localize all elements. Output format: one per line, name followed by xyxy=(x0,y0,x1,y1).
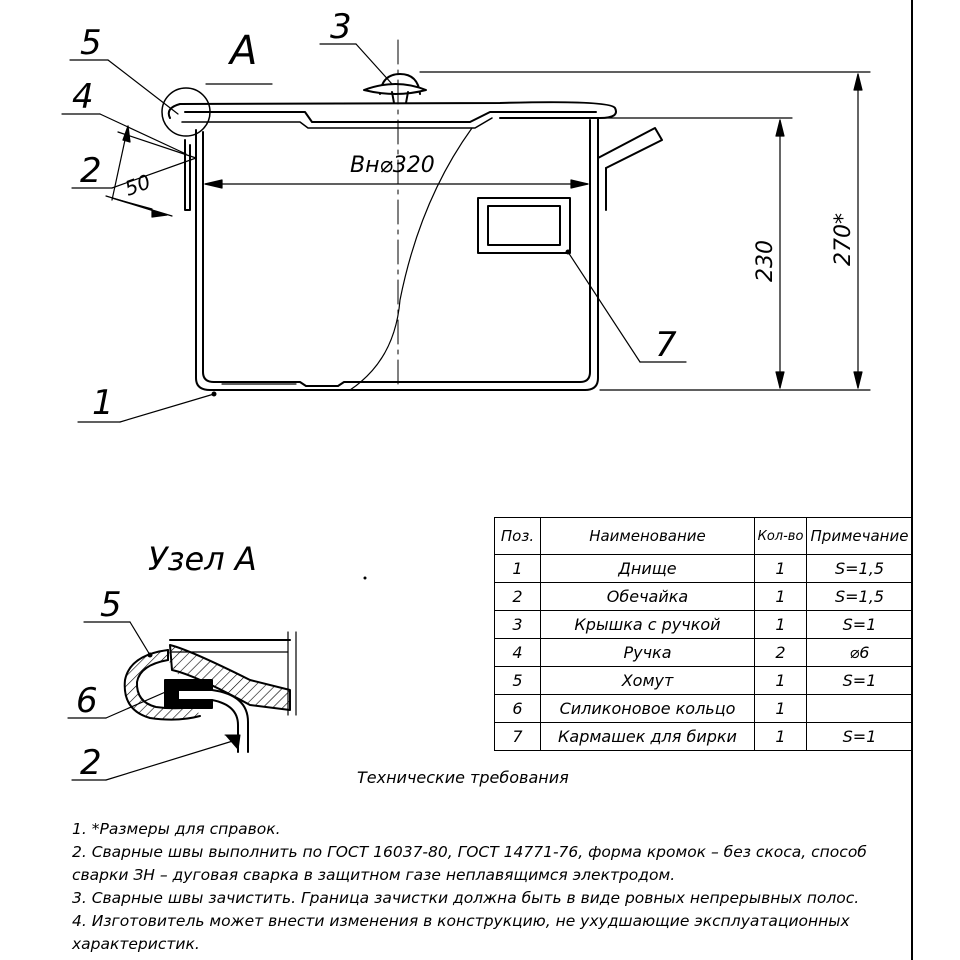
tech-requirements-notes xyxy=(72,818,892,956)
bom-qty: 1 xyxy=(755,667,807,695)
bom-qty: 1 xyxy=(755,555,807,583)
detail-callout-2: 2 xyxy=(80,743,102,783)
bom-name: Ручка xyxy=(541,639,755,667)
detail-callout-5: 5 xyxy=(100,585,122,625)
bom-pos: 5 xyxy=(495,667,541,695)
detail-dot-5 xyxy=(148,653,153,658)
bom-name: Силиконовое кольцо xyxy=(541,695,755,723)
callout-5: 5 xyxy=(80,23,102,63)
bom-note: S=1 xyxy=(807,611,913,639)
bom-qty: 2 xyxy=(755,639,807,667)
note-line: сварки ЗН – дуговая сварка в защитном газе неплавящимся электродом. xyxy=(72,866,676,884)
dim-270-label: 270* xyxy=(831,213,856,266)
callout-3: 3 xyxy=(330,7,352,47)
callout-dot-7 xyxy=(566,250,571,255)
bom-header-name: Наименование xyxy=(541,518,755,555)
detail-a-title: Узел А xyxy=(148,540,257,578)
detail-callout-6: 6 xyxy=(76,681,98,721)
dim-230 xyxy=(600,118,870,390)
bom-name: Крышка с ручкой xyxy=(541,611,755,639)
bom-note: S=1 xyxy=(807,667,913,695)
bom-name: Хомут xyxy=(541,667,755,695)
label-pocket xyxy=(478,198,570,253)
bom-header-row xyxy=(495,518,913,555)
note-line: 4. Изготовитель может внести изменения в конструкцию, не ухудшающие эксплуатационных xyxy=(72,912,850,930)
table-row xyxy=(495,723,913,751)
view-a-label: А xyxy=(230,28,258,74)
bom-qty: 1 xyxy=(755,583,807,611)
bom-pos: 4 xyxy=(495,639,541,667)
diameter-label: Вн⌀320 xyxy=(350,153,435,178)
bom-name: Днище xyxy=(541,555,755,583)
detail-a-section xyxy=(125,632,296,752)
note-line: 3. Сварные швы зачистить. Граница зачистки должна быть в виде ровных непрерывных полос. xyxy=(72,889,860,907)
bom-pos: 6 xyxy=(495,695,541,723)
bom-note xyxy=(807,695,913,723)
bom-header-note: Примечание xyxy=(807,518,913,555)
stray-dot xyxy=(364,577,367,580)
callout-4: 4 xyxy=(72,77,94,117)
dim-diameter xyxy=(205,180,588,188)
bom-note: S=1 xyxy=(807,723,913,751)
bom-header-qty: Кол-во xyxy=(755,518,807,555)
note-line: 2. Сварные швы выполнить по ГОСТ 16037-80, ГОСТ 14771-76, форма кромок – без скоса, способ xyxy=(72,843,867,861)
bom-note: S=1,5 xyxy=(807,555,913,583)
bom-pos: 3 xyxy=(495,611,541,639)
callout-leaders xyxy=(62,44,686,422)
bom-pos: 7 xyxy=(495,723,541,751)
callout-2: 2 xyxy=(80,151,102,191)
table-row xyxy=(495,583,913,611)
tech-requirements-title: Технические требования xyxy=(357,768,569,787)
table-row xyxy=(495,611,913,639)
dim-230-label: 230 xyxy=(753,240,778,282)
bom-name: Кармашек для бирки xyxy=(541,723,755,751)
callout-7: 7 xyxy=(655,325,677,365)
table-row xyxy=(495,555,913,583)
bom-qty: 1 xyxy=(755,611,807,639)
table-row xyxy=(495,667,913,695)
bom-name: Обечайка xyxy=(541,583,755,611)
bom-pos: 2 xyxy=(495,583,541,611)
bom-qty: 1 xyxy=(755,723,807,751)
callout-1: 1 xyxy=(92,383,114,423)
bom-pos: 1 xyxy=(495,555,541,583)
bom-table xyxy=(494,517,913,751)
bom-header-pos: Поз. xyxy=(495,518,541,555)
bom-qty: 1 xyxy=(755,695,807,723)
dim-50-label: 50 xyxy=(121,169,154,201)
table-row xyxy=(495,639,913,667)
callout-dot-1 xyxy=(212,392,217,397)
detail-dot-2 xyxy=(234,738,239,743)
note-line: 1. *Размеры для справок. xyxy=(72,820,281,838)
bom-note: ⌀6 xyxy=(807,639,913,667)
table-row xyxy=(495,695,913,723)
dim-50 xyxy=(106,126,196,217)
note-line: характеристик. xyxy=(72,935,200,953)
bom-note: S=1,5 xyxy=(807,583,913,611)
pot-lid xyxy=(169,74,616,128)
